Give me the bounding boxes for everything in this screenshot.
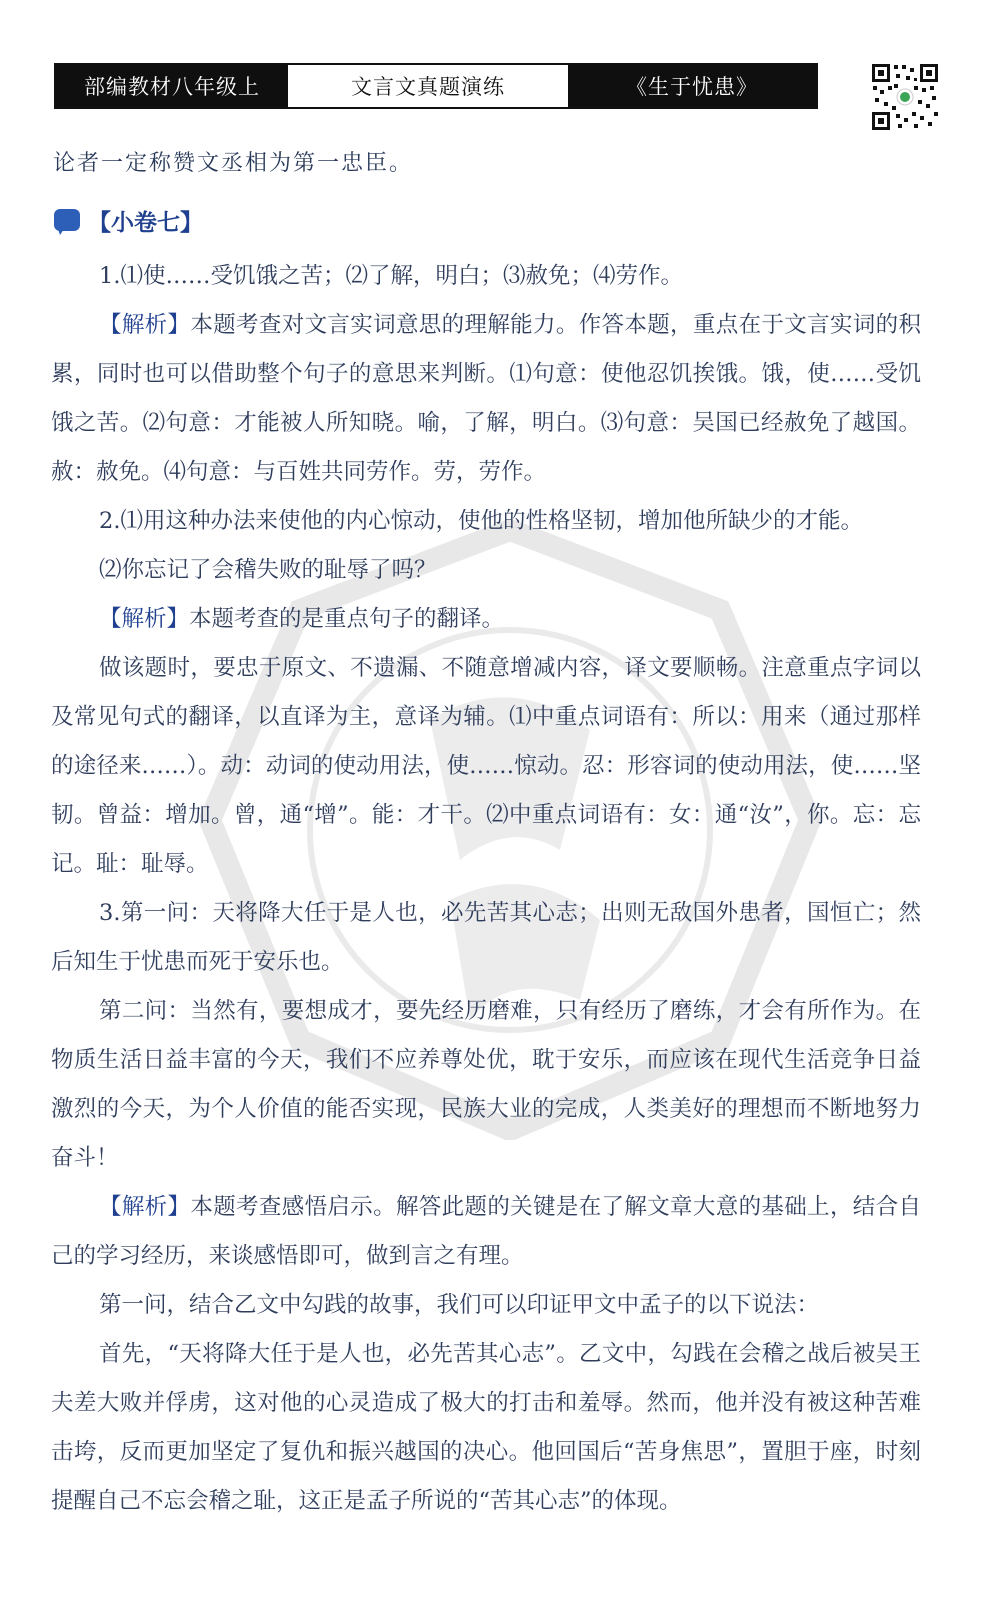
lead-line: 论者一定称赞文丞相为第一忠臣。 <box>53 151 414 176</box>
qr-code-icon[interactable] <box>870 62 940 132</box>
answer-content <box>51 252 921 1526</box>
body-paragraph: 首先，“天将降大任于是人也，必先苦其心志”。乙文中，勾践在会稽之战后被吴王夫差大败并俘虏，这对他的心灵造成了极大的打击和羞辱。然而，他并没有被这种苦难击垮，反而更加坚定了复仇和振兴越国的决心。他回国后“苦身焦思”，置胆于座，时刻提醒自己不忘会稽之耻，这正是孟子所说的“苦其心志”的体现。 <box>51 1341 921 1514</box>
body-paragraph: 第一问，结合乙文中勾践的故事，我们可以印证甲文中孟子的以下说法： <box>99 1292 820 1318</box>
section-heading <box>52 204 203 237</box>
section-title: 【小卷七】 <box>88 210 203 236</box>
analysis-paragraph: 【解析】本题考查对文言实词意思的理解能力。作答本题，重点在于文言实词的积累，同时也可以借助整个句子的意思来判断。⑴句意：使他忍饥挨饿。饿，使……受饥饿之苦。⑵句意：才能被人所知晓。喻，了解，明白。⑶句意：吴国已经赦免了越国。赦：赦免。⑷句意：与百姓共同劳作。劳，劳作。 <box>51 312 921 485</box>
answer-paragraph: ⑵你忘记了会稽失败的耻辱了吗？ <box>99 557 437 583</box>
analysis-paragraph: 【解析】本题考查的是重点句子的翻译。 <box>99 606 505 632</box>
header-grade: 部编教材八年级上 <box>56 65 288 107</box>
bookmark-icon <box>52 207 82 235</box>
answer-paragraph: 1.⑴使……受饥饿之苦；⑵了解，明白；⑶赦免；⑷劳作。 <box>99 263 683 289</box>
answer-paragraph: 3.第一问：天将降大任于是人也，必先苦其心志；出则无敌国外患者，国恒亡；然后知生于忧患而死于安乐也。 <box>51 900 921 975</box>
header-section: 文言文真题演练 <box>288 65 568 107</box>
body-paragraph: 第二问：当然有，要想成才，要先经历磨难，只有经历了磨练，才会有所作为。在物质生活日益丰富的今天，我们不应养尊处优，耽于安乐，而应该在现代生活竞争日益激烈的今天，为个人价值的能否实现，民族大业的完成，人类美好的理想而不断地努力奋斗！ <box>51 998 921 1171</box>
answer-paragraph: 2.⑴用这种办法来使他的内心惊动，使他的性格坚韧，增加他所缺少的才能。 <box>99 508 863 534</box>
analysis-paragraph: 【解析】本题考查感悟启示。解答此题的关键是在了解文章大意的基础上，结合自己的学习经历，来谈感悟即可，做到言之有理。 <box>51 1194 921 1269</box>
body-paragraph: 做该题时，要忠于原文、不遗漏、不随意增减内容，译文要顺畅。注意重点字词以及常见句式的翻译，以直译为主，意译为辅。⑴中重点词语有：所以：用来（通过那样的途径来……）。动：动词的使动用法，使……惊动。忍：形容词的使动用法，使……坚韧。曾益：增加。曾，通“增”。能：才干。⑵中重点词语有：女：通“汝”，你。忘：忘记。耻：耻辱。 <box>51 655 921 877</box>
header-title: 《生于忧患》 <box>568 65 816 107</box>
header-bar <box>54 63 818 109</box>
